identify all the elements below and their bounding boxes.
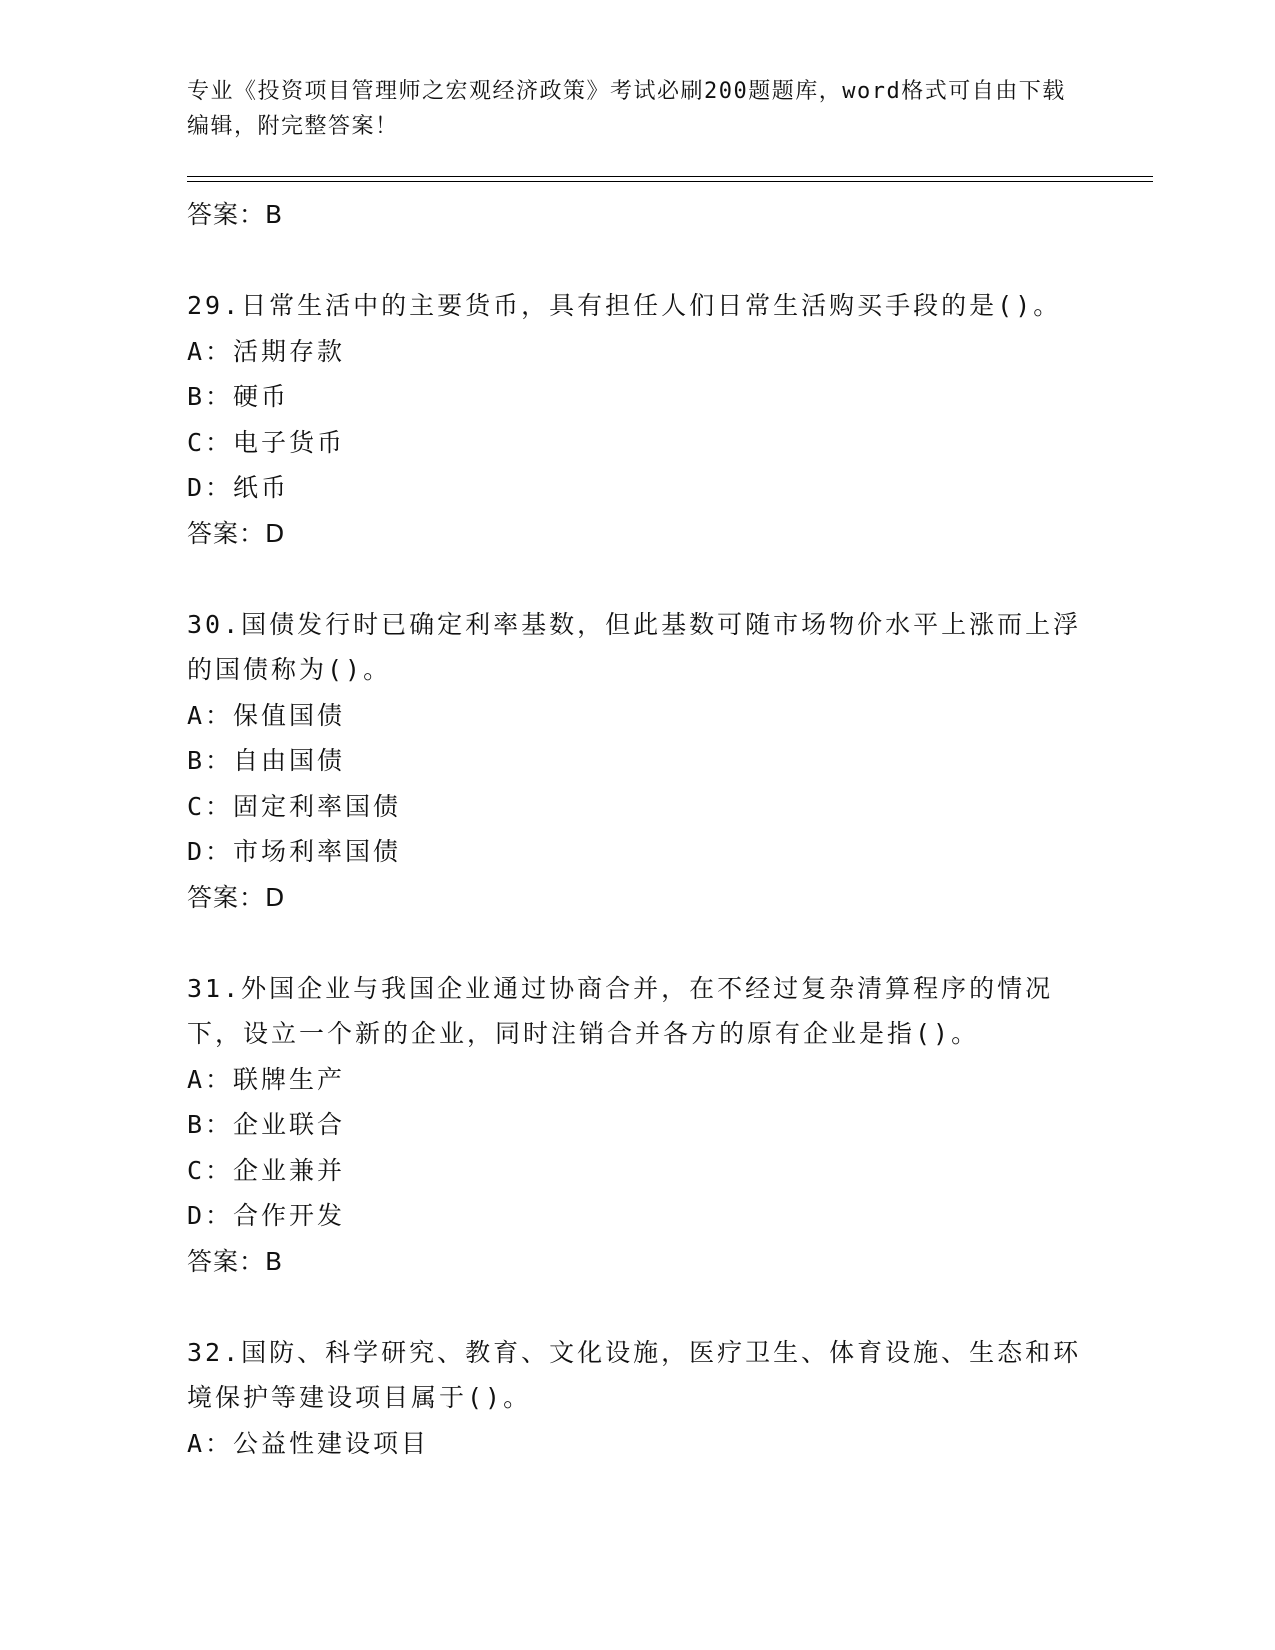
question-31 [187,966,1087,1285]
question-stem: 31.外国企业与我国企业通过协商合并，在不经过复杂清算程序的情况下，设立一个新的企业，同时注销合并各方的原有企业是指()。 [187,973,1054,1048]
option-d: D：合作开发 [187,1201,346,1230]
option-d: D：市场利率国债 [187,837,402,866]
document-header: 专业《投资项目管理师之宏观经济政策》考试必刷200题题库，word格式可自由下载编辑，附完整答案！ [187,79,1066,139]
option-a: A：保值国债 [187,700,346,730]
answer-line: 答案：B [187,200,284,229]
option-b: B：硬币 [187,382,290,411]
answer-line: 答案：D [187,518,286,548]
option-a: A：联牌生产 [187,1064,346,1094]
question-stem: 32.国防、科学研究、教育、文化设施，医疗卫生、体育设施、生态和环境保护等建设项目属于()。 [187,1337,1082,1412]
spacer [187,238,1087,284]
header-rule-top [187,176,1153,177]
option-d: D：纸币 [187,473,290,502]
spacer [187,556,1087,602]
answer-line: 答案：D [187,882,286,912]
question-30 [187,602,1087,921]
question-stem: 29.日常生活中的主要货币，具有担任人们日常生活购买手段的是()。 [187,291,1062,320]
option-b: B：企业联合 [187,1110,346,1139]
option-b: B：自由国债 [187,746,346,775]
option-a: A：活期存款 [187,336,346,366]
question-32 [187,1330,1087,1467]
option-c: C：固定利率国债 [187,791,402,821]
document-body [187,192,1087,1466]
header-rule-bottom [187,181,1153,182]
option-c: C：电子货币 [187,427,346,457]
option-a: A：公益性建设项目 [187,1428,430,1458]
question-29 [187,283,1087,556]
spacer [187,920,1087,966]
answer-line: 答案：B [187,1246,284,1276]
question-stem: 30.国债发行时已确定利率基数，但此基数可随市场物价水平上涨而上浮的国债称为()。 [187,609,1082,684]
option-c: C：企业兼并 [187,1155,346,1185]
spacer [187,1284,1087,1330]
